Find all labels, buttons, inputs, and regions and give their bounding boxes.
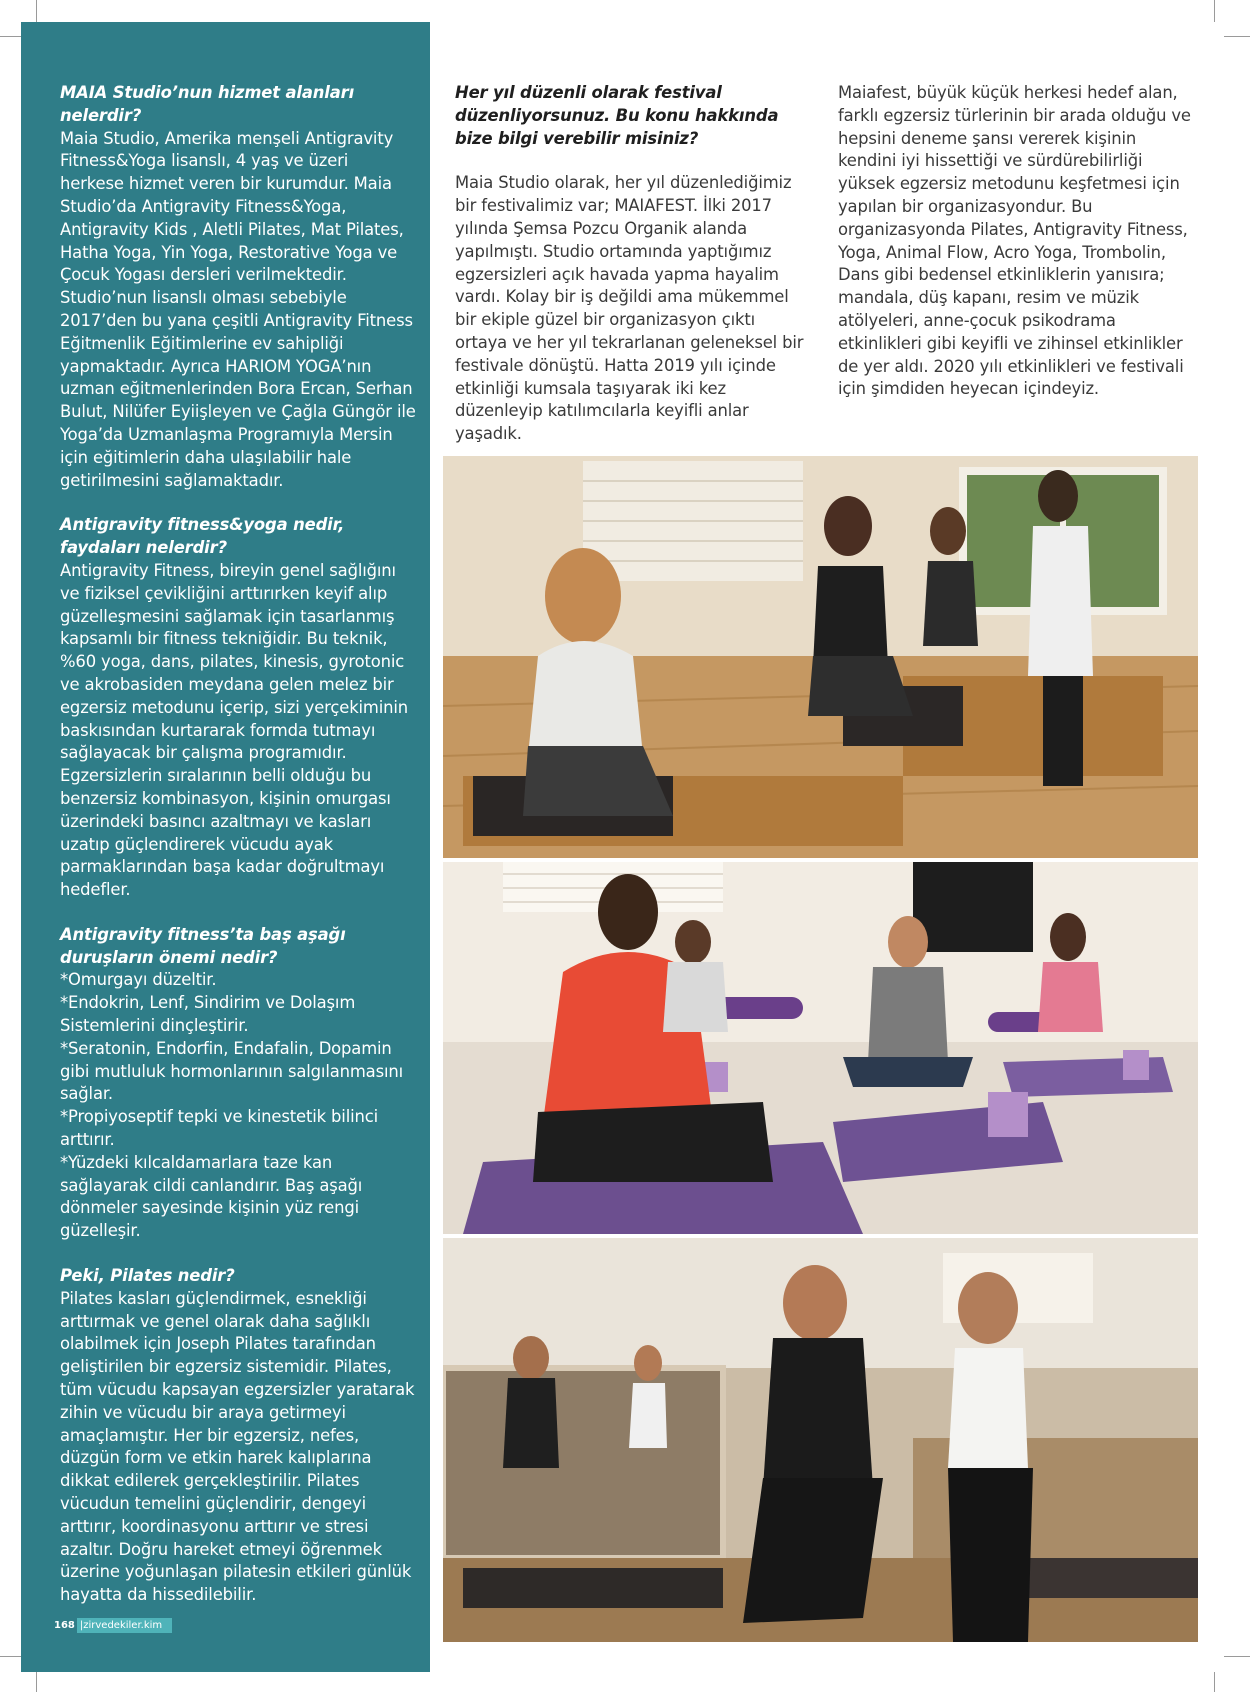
sidebar-article [60, 82, 416, 1629]
benefit-item: *Omurgayı düzeltir. [60, 970, 217, 990]
page-footer [54, 1616, 172, 1634]
sidebar-section [60, 514, 416, 902]
crop-mark [36, 0, 37, 22]
crop-mark [1214, 0, 1215, 22]
crop-mark [36, 1672, 37, 1692]
section-question: Peki, Pilates nedir? [60, 1266, 235, 1286]
middle-column [455, 82, 810, 446]
section-question: Antigravity fitness&yoga nedir, faydaları nelerdir? [60, 515, 345, 558]
maiafest-description: Maiafest, büyük küçük herkesi hedef alan, farklı egzersiz türlerinin bir arada olduğu ve hepsini deneme şansı vererek kişinin kendini iyi hissettiği ve sürdürebilirliği yüksek egzersiz metodunu keşfetmesi için yapılan bir organizasyondur. Bu organizasyonda Pilates, Antigravity Fitness, Yoga, Animal Flow, Acro Yoga, Trombolin, Dans gibi bedensel etkinliklerin yanısıra; mandala, düş kapanı, resim ve müzik atölyeleri, anne-çocuk psikodrama etkinlikleri gibi keyifli ve zihinsel etkinlikler de yer aldı. 2020 yılı etkinlikleri ve festivali için şimdiden heyecan içindeyiz. [838, 83, 1191, 399]
section-answer: Antigravity Fitness, bireyin genel sağlığını ve fiziksel çevikliğini arttırırken keyif alıp güzelleşmesini sağlamak için tasarlanmış kapsamlı bir fitness tekniğidir. Bu teknik, %60 yoga, dans, pilates, kinesis, gyrotonic ve akrobasiden meydana gelen melez bir egzersiz metodunu içerip, sizi yerçekiminin baskısından kurtararak formda tutmayı sağlayacak bir çalışma programıdır. Egzersizlerin sıralarının belli olduğu bu benzersiz kombinasyon, kişinin omurgası üzerindeki basıncı azaltmayı ve kasları uzatıp güçlendirerek vücudu ayak parmaklarından başa kadar doğrultmayı hedefler. [60, 560, 409, 900]
photo-reformer-trainer [443, 1238, 1198, 1642]
section-question: Antigravity fitness’ta baş aşağı duruşların önemi nedir? [60, 924, 346, 967]
sidebar-section [60, 82, 416, 492]
benefit-item: *Yüzdeki kılcaldamarlara taze kan sağlayarak cildi canlandırır. Baş aşağı dönmeler sayesinde kişinin yüz rengi güzelleşir. [60, 1152, 363, 1241]
crop-mark [1214, 1672, 1215, 1692]
crop-mark [1224, 1656, 1250, 1657]
benefit-item: *Endokrin, Lenf, Sindirim ve Dolaşım Sistemlerini dinçleştirir. [60, 993, 356, 1036]
section-answer: Pilates kasları güçlendirmek, esnekliği arttırmak ve genel olarak daha sağlıklı olabilmek için Joseph Pilates tarafından geliştirilen bir egzersiz sistemidir. Pilates, tüm vücudu kapsayan egzersizler yaratarak zihin ve vücudu bir araya getirmeyi amaçlamıştır. Her bir egzersiz, nefes, düzgün form ve etkin harek kalıplarına dikkat edilerek gerçekleştirilir. Pilates vücudun temelini güçlendirir, dengeyi arttırır, koordinasyonu arttırır ve stresi azaltır. Doğru hareket etmeyi öğrenmek üzerine yoğunlaşan pilatesin etkileri günlük hayatta da hissedilebilir. [60, 1288, 415, 1605]
page-number: 168 [54, 1619, 75, 1631]
section-answer: Maia Studio, Amerika menşeli Antigravity Fitness&Yoga lisanslı, 4 yaş ve üzeri herkese hizmet veren bir kurumdur. Maia Studio’da Antigravity Fitness&Yoga, Antigravity Kids , Aletli Pilates, Mat Pilates, Hatha Yoga, Yin Yoga, Restorative Yoga ve Çocuk Yogası dersleri verilmektedir. Studio’nun lisanslı olması sebebiyle 2017’den bu yana çeşitli Antigravity Fitness Eğitmenlik Eğitimlerine ev sahipliği yapmaktadır. Ayrıca HARIOM YOGA’nın uzman eğitmenlerinden Bora Ercan, Serhan Bulut, Nilüfer Eyiişleyen ve Çağla Güngör ile Yoga’da Uzmanlaşma Programıyla Mersin için eğitimlerin daha ulaşılabilir hale getirilmesini sağlamaktadır. [60, 128, 416, 490]
benefit-item: *Seratonin, Endorfin, Endafalin, Dopamin gibi mutluluk hormonlarının salgılanmasını sağlar. [60, 1038, 404, 1104]
right-column [838, 82, 1193, 401]
crop-mark [1224, 36, 1250, 37]
benefit-item: *Propiyoseptif tepki ve kinestetik bilinci arttırır. [60, 1107, 379, 1150]
section-question: MAIA Studio’nun hizmet alanları nelerdir? [60, 83, 355, 125]
photo-reformer-pilates [443, 456, 1198, 858]
festival-answer: Maia Studio olarak, her yıl düzenlediğimiz bir festivalimiz var; MAIAFEST. İlki 2017 yılında Şemsa Pozcu Organik alanda yapılmıştı. Studio ortamında yaptığımız egzersizleri açık havada yapma hayalim vardı. Kolay bir iş değildi ama mükemmel bir ekiple güzel bir organizasyon çıktı ortaya ve her yıl tekrarlanan geleneksel bir festivale dönüştü. Hatta 2019 yılı içinde etkinliği kumsala taşıyarak iki kez düzenleyip katılımcılarla keyifli anlar yaşadık. [455, 173, 804, 444]
photo-mat-yoga [443, 862, 1198, 1234]
festival-question: Her yıl düzenli olarak festival düzenliyorsunuz. Bu konu hakkında bize bilgi verebilir misiniz? [455, 83, 779, 148]
site-name: zirvedekiler.kim [83, 1619, 163, 1631]
footer-site: |zirvedekiler.kim [77, 1618, 172, 1633]
sidebar-section [60, 924, 416, 1243]
sidebar-section [60, 1265, 416, 1607]
